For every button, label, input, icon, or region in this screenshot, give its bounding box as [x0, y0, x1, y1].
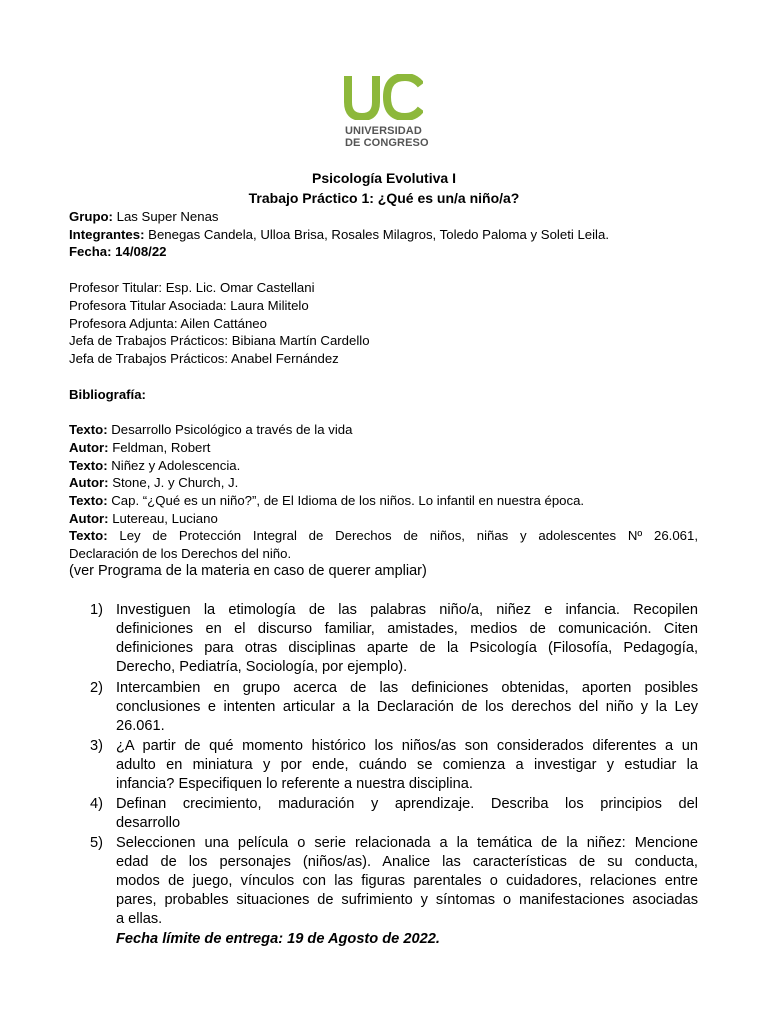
bib-text-label: Texto: [69, 422, 108, 437]
deadline-text: Fecha límite de entrega: 19 de Agosto de 2022. [116, 931, 440, 947]
question-line: pares, probables situaciones de sufrimiento y síntomas o manifestaciones asociadas [116, 892, 698, 908]
bib-text-entry [69, 492, 584, 509]
question-line: adulto en miniatura y por ende, cuándo se comienza a investigar y estudiar la [116, 757, 698, 773]
members-value: Benegas Candela, Ulloa Brisa, Rosales Milagros, Toledo Paloma y Soleti Leila. [144, 227, 609, 242]
question-line: a ellas. [116, 911, 163, 927]
question-number: 3) [90, 738, 103, 754]
uc-logo-mark [343, 74, 423, 120]
question-line: Derecho, Pediatría, Sociología, por ejemplo). [116, 659, 408, 675]
bib-text-label: Texto: [69, 458, 108, 473]
university-logo [343, 74, 433, 154]
bib-author-label: Autor: [69, 511, 109, 526]
group-label: Grupo: [69, 209, 113, 224]
question-line: edad de los personajes (niños/as). Analice las características de su conducta, [116, 854, 698, 870]
bib-text-label: Texto: [69, 493, 108, 508]
bib-author-value: Feldman, Robert [108, 440, 211, 455]
bib-text-value: Ley de Protección Integral de Derechos de niños, niñas y adolescentes Nº 26.061, [107, 528, 698, 543]
staff-line: Profesora Adjunta: Ailen Cattáneo [69, 316, 267, 331]
bib-text-label: Texto: [69, 528, 108, 543]
question-item [90, 679, 698, 736]
bibliography-heading: Bibliografía: [69, 387, 146, 402]
question-item [90, 601, 698, 677]
question-number: 1) [90, 602, 103, 618]
members-label: Integrantes: [69, 227, 145, 242]
bib-author-entry [69, 474, 238, 491]
bib-author-label: Autor: [69, 440, 109, 455]
staff-line: Profesora Titular Asociada: Laura Militelo [69, 298, 309, 313]
bib-text-value: Desarrollo Psicológico a través de la vida [107, 422, 353, 437]
members-line [69, 226, 609, 243]
bibliography-note: (ver Programa de la materia en caso de querer ampliar) [69, 563, 427, 579]
question-item [90, 834, 698, 929]
question-line: Investiguen la etimología de las palabras niño/a, niñez e infancia. Recopilen [116, 602, 698, 618]
bib-text-value: Cap. “¿Qué es un niño?”, de El Idioma de los niños. Lo infantil en nuestra época. [107, 493, 585, 508]
question-number: 2) [90, 680, 103, 696]
question-line: desarrollo [116, 815, 181, 831]
question-line: ¿A partir de qué momento histórico los niños/as son considerados diferentes a un [116, 738, 698, 754]
question-number: 5) [90, 835, 103, 851]
question-line: definiciones para otras disciplinas aparte de la Psicología (Filosofía, Pedagogía, [116, 640, 698, 656]
bib-author-value: Lutereau, Luciano [108, 511, 218, 526]
bib-text-value: Niñez y Adolescencia. [107, 458, 241, 473]
question-line: modos de juego, vínculos con las figuras parentales o cuidadores, relaciones entre [116, 873, 698, 889]
bib-text-continuation: Declaración de los Derechos del niño. [69, 546, 292, 561]
question-line: 26.061. [116, 718, 165, 734]
question-line: Intercambien en grupo acerca de las definiciones obtenidas, aporten posibles [116, 680, 698, 696]
question-item [90, 737, 698, 794]
question-line: definiciones en el discurso familiar, amistades, medios de comunicación. Citen [116, 621, 698, 637]
staff-line: Jefa de Trabajos Prácticos: Anabel Fernández [69, 351, 339, 366]
bib-text-entry [69, 421, 352, 438]
group-value: Las Super Nenas [112, 209, 219, 224]
assignment-title: Trabajo Práctico 1: ¿Qué es un/a niño/a? [248, 190, 520, 206]
question-line: Definan crecimiento, maduración y aprendizaje. Describa los principios del [116, 796, 698, 812]
staff-line: Profesor Titular: Esp. Lic. Omar Castellani [69, 280, 315, 295]
logo-text-line2: DE CONGRESO [345, 137, 429, 149]
group-line [69, 208, 219, 225]
staff-line: Jefa de Trabajos Prácticos: Bibiana Martín Cardello [69, 333, 370, 348]
question-line: infancia? Especifiquen lo referente a nuestra disciplina. [116, 776, 473, 792]
question-line: conclusiones e intenten articular a la Declaración de los derechos del niño y la Ley [116, 699, 698, 715]
date-line: Fecha: 14/08/22 [69, 244, 167, 259]
bib-author-entry [69, 439, 210, 456]
bib-author-value: Stone, J. y Church, J. [108, 475, 239, 490]
bib-author-entry [69, 510, 218, 527]
bib-text-entry [69, 527, 698, 544]
logo-text-line1: UNIVERSIDAD [345, 125, 422, 137]
bib-author-label: Autor: [69, 475, 109, 490]
question-line: Seleccionen una película o serie relacionada a la temática de la niñez: Mencione [116, 835, 698, 851]
question-number: 4) [90, 796, 103, 812]
bib-text-entry [69, 457, 240, 474]
question-item [90, 795, 698, 833]
course-title: Psicología Evolutiva I [312, 170, 456, 186]
